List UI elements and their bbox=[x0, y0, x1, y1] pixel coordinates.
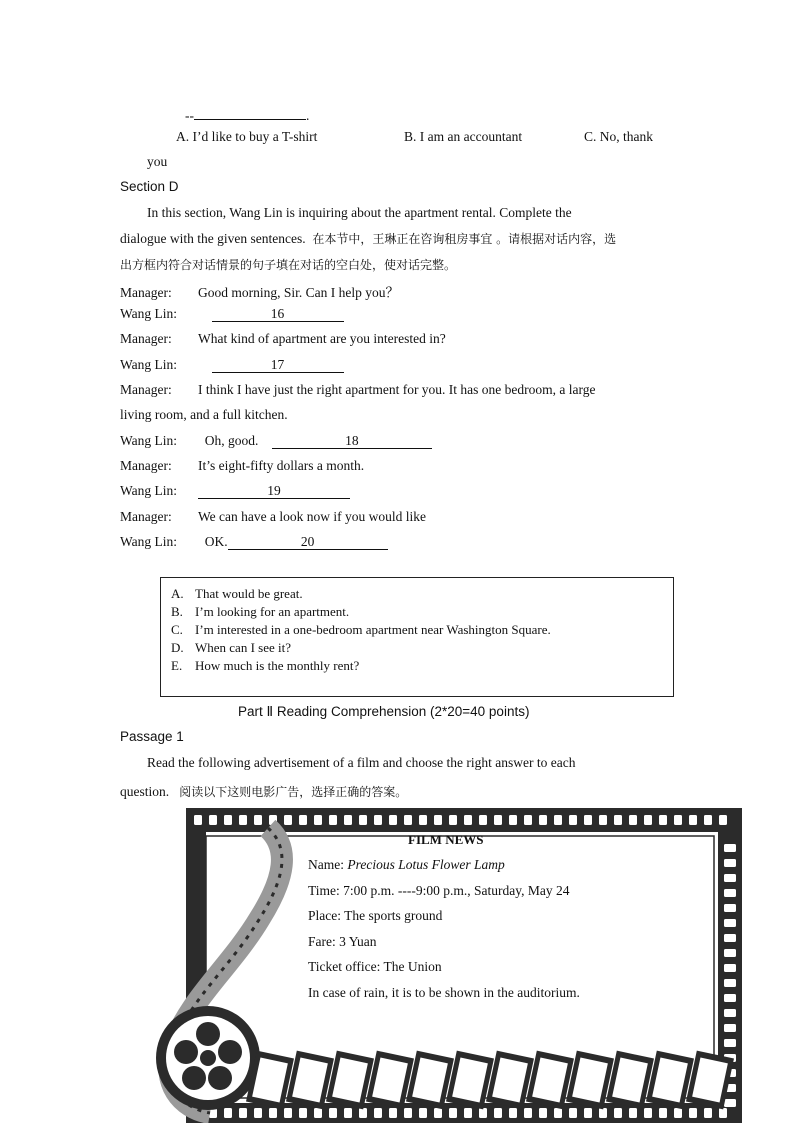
blank-17[interactable]: 17 bbox=[212, 357, 344, 373]
film-strip-frame bbox=[150, 808, 742, 1123]
dialogue-line-5: Manager: I think I have just the right apartment for you. It has one bedroom, a large bbox=[120, 382, 596, 397]
dialogue-line-8: Wang Lin: 19 bbox=[120, 483, 350, 499]
q15-option-a: A. I’d like to buy a T-shirt bbox=[176, 129, 318, 144]
sentence-options-box bbox=[160, 577, 674, 697]
q15-answer-line: -- . bbox=[185, 104, 309, 124]
option-e: E. How much is the monthly rent? bbox=[171, 658, 360, 673]
blank-19[interactable]: 19 bbox=[198, 483, 350, 499]
blank-18[interactable]: 18 bbox=[272, 433, 432, 449]
film-advertisement bbox=[150, 808, 742, 1123]
dialogue-line-3: Manager: What kind of apartment are you interested in? bbox=[120, 331, 446, 346]
part2-title: Part Ⅱ Reading Comprehension (2*20=40 points) bbox=[238, 704, 530, 719]
dialogue-line-6: Wang Lin: Oh, good. 18 bbox=[120, 433, 432, 449]
q15-option-c: C. No, thank bbox=[584, 129, 654, 144]
q15-answer-blank[interactable] bbox=[194, 104, 306, 120]
section-d-intro-line1: In this section, Wang Lin is inquiring about the apartment rental. Complete the bbox=[147, 205, 572, 220]
option-d: D. When can I see it? bbox=[171, 640, 292, 655]
dialogue-line-4: Wang Lin: 17 bbox=[120, 357, 344, 373]
film-ticket-line: Ticket office: The Union bbox=[308, 959, 442, 974]
film-news-heading: FILM NEWS bbox=[408, 832, 484, 847]
option-c: C. I’m interested in a one-bedroom apartment near Washington Square. bbox=[171, 622, 551, 637]
dialogue-line-2: Wang Lin: 16 bbox=[120, 306, 344, 322]
passage-1-instruction: Read the following advertisement of a film and choose the right answer to each bbox=[147, 755, 576, 770]
blank-16[interactable]: 16 bbox=[212, 306, 344, 322]
film-name-line: Name: Precious Lotus Flower Lamp bbox=[308, 857, 505, 872]
film-time-line: Time: 7:00 p.m. ----9:00 p.m., Saturday, May 24 bbox=[308, 883, 570, 898]
option-a: A. That would be great. bbox=[171, 586, 303, 601]
dialogue-line-10: Wang Lin: OK. 20 bbox=[120, 534, 388, 550]
option-b: B. I’m looking for an apartment. bbox=[171, 604, 350, 619]
dialogue-line-5-continued: living room, and a full kitchen. bbox=[120, 407, 288, 422]
section-d-intro-line2: dialogue with the given sentences. 在本节中，王琳正在咨询租房事宜 。请根据对话内容，选 bbox=[120, 231, 617, 246]
dialogue-line-1: Manager: Good morning, Sir. Can I help you？ bbox=[120, 285, 399, 300]
q15-option-b: B. I am an accountant bbox=[404, 129, 523, 144]
film-rain-line: In case of rain, it is to be shown in the auditorium. bbox=[308, 985, 580, 1000]
section-d-title: Section D bbox=[120, 179, 179, 194]
passage-1-title: Passage 1 bbox=[120, 729, 184, 744]
passage-1-instruction-line2: question. 阅读以下这则电影广告，选择正确的答案。 bbox=[120, 784, 408, 799]
dialogue-line-9: Manager: We can have a look now if you would like bbox=[120, 509, 426, 524]
q15-option-c-continuation: you bbox=[147, 154, 168, 169]
dialogue-line-7: Manager: It’s eight-fifty dollars a month. bbox=[120, 458, 365, 473]
film-fare-line: Fare: 3 Yuan bbox=[308, 934, 377, 949]
section-d-intro-line3: 出方框内符合对话情景的句子填在对话的空白处，使对话完整。 bbox=[120, 258, 457, 272]
film-place-line: Place: The sports ground bbox=[308, 908, 443, 923]
blank-20[interactable]: 20 bbox=[228, 534, 388, 550]
